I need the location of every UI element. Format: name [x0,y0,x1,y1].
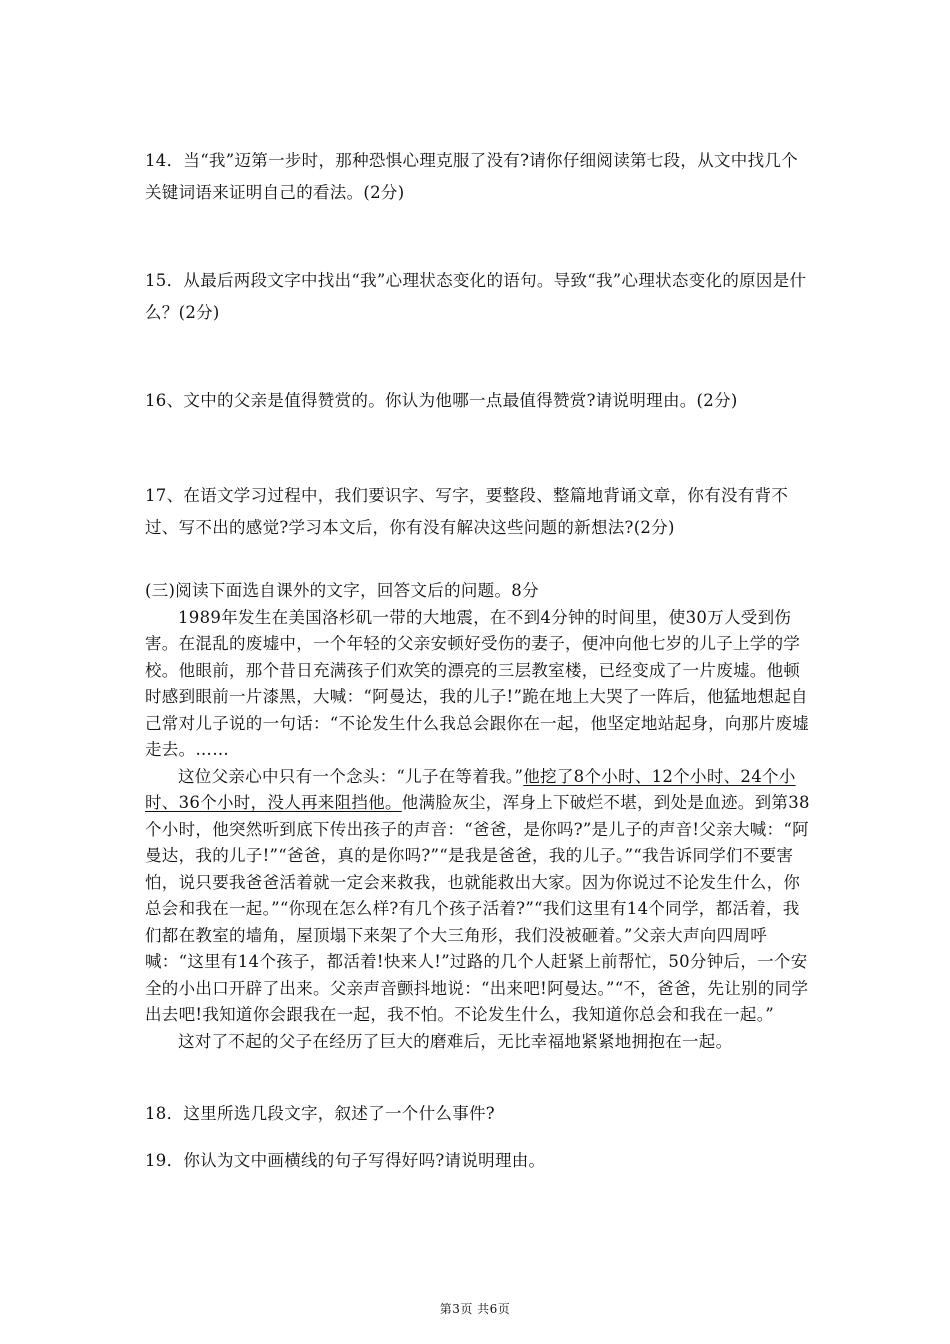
question-14: 14．当“我”迈第一步时，那种恐惧心理克服了没有?请你仔细阅读第七段，从文中找几个关键词语来证明自己的看法。(2分) [145,151,799,202]
question-18: 18．这里所选几段文字，叙述了一个什么事件? [145,1104,495,1123]
passage-paragraph-3: 这对了不起的父子在经历了巨大的磨难后，无比幸福地紧紧地拥抱在一起。 [178,1031,733,1051]
question-17: 17、在语文学习过程中，我们要识字、写字，要整段、整篇地背诵文章，你有没有背不过、写不出的感觉?学习本文后，你有没有解决这些问题的新想法?(2分) [145,486,789,537]
question-16: 16、文中的父亲是值得赞赏的。你认为他哪一点最值得赞赏?请说明理由。(2分) [145,391,738,410]
passage-paragraph-2 [145,764,810,1029]
page-footer: 第3页 共6页 [439,1302,511,1316]
paragraph-2-text-before: 这位父亲心中只有一个念头：“儿子在等着我。” [178,766,524,786]
paragraph-2-text-after: 他满脸灰尘，浑身上下破烂不堪，到处是血迹。到第38个小时，他突然听到底下传出孩子的声音：“爸爸，是你吗?”是儿子的声音!父亲大喊：“阿曼达，我的儿子!”“爸爸，真的是你吗?”“是我是爸爸，我的儿子。”“我告诉同学们不要害怕，说只要我爸爸活着就一定会来救我，也就能救出大家。因为你说过不论发生什么，你总会和我在一起。”“你现在怎么样?有几个孩子活着?”“我们这里有14个同学，都活着，我们都在教室的墙角，屋顶塌下来架了个大三角形，我们没被砸着。”父亲大声向四周呼喊：“这里有14个孩子，都活着!快来人!”过路的几个人赶紧上前帮忙，50分钟后，一个安全的小出口开辟了出来。父亲声音颤抖地说：“出来吧!阿曼达。”“不，爸爸，先让别的同学出去吧!我知道你会跟我在一起，我不怕。不论发生什么，我知道你总会和我在一起。” [145,793,810,1024]
question-15: 15．从最后两段文字中找出“我”心理状态变化的语句。导致“我”心理状态变化的原因是什么？(2分) [145,271,807,322]
passage-paragraph-1: 1989年发生在美国洛杉矶一带的大地震，在不到4分钟的时间里，使30万人受到伤害。在混乱的废墟中，一个年轻的父亲安顿好受伤的妻子，便冲向他七岁的儿子上学的学校。他眼前，那个昔日充满孩子们欢笑的漂亮的三层教室楼，已经变成了一片废墟。他顿时感到眼前一片漆黑，大喊：“阿曼达，我的儿子!”跪在地上大哭了一阵后，他猛地想起自己常对儿子说的一句话：“不论发生什么我总会跟你在一起，他坚定地站起身，向那片废墟走去。…… [145,607,809,759]
reading-passage [145,578,810,1055]
underlined-sentence: 他挖了8个小时、12个小时、24个小时、36个小时，没人再来阻挡他。 [145,766,796,812]
passage-heading: (三)阅读下面选自课外的文字，回答文后的问题。8分 [145,581,539,600]
question-19: 19．你认为文中画横线的句子写得好吗?请说明理由。 [145,1151,546,1170]
